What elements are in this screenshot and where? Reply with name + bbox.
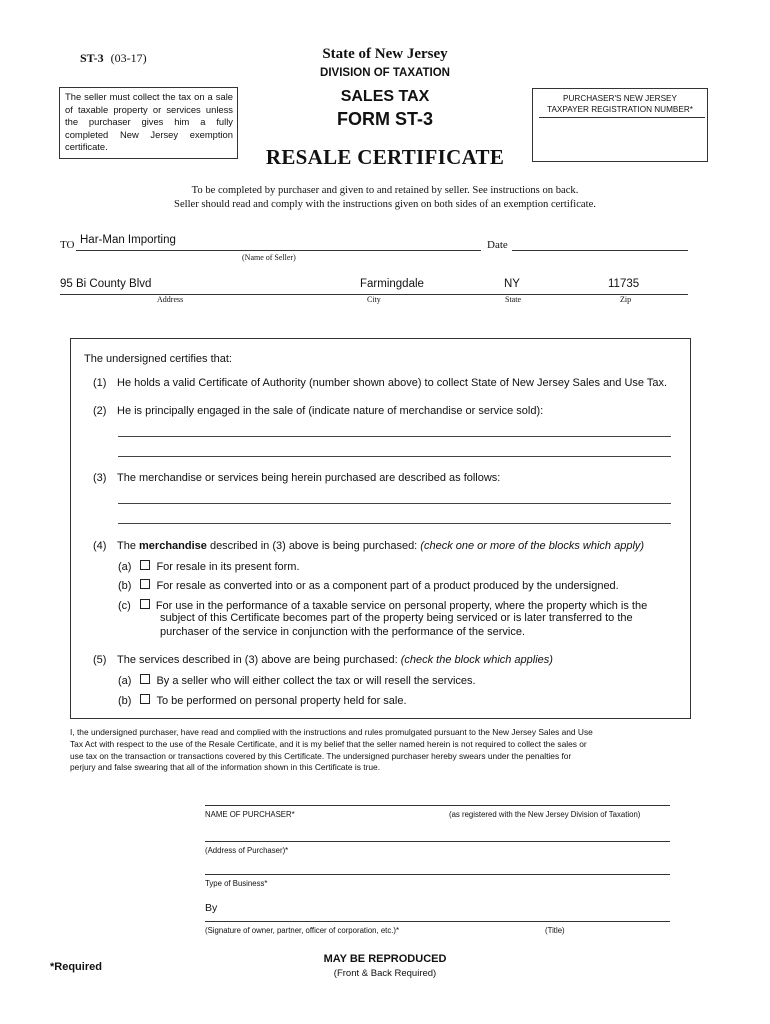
- by-label: By: [205, 902, 218, 914]
- front-back-note: (Front & Back Required): [333, 968, 437, 979]
- item4c-text-line2: subject of this Certificate becomes part of the property being serviced or is later transferred to the: [160, 612, 633, 624]
- item2-answer-line-2[interactable]: [118, 456, 671, 457]
- item5b-text: To be performed on personal property held for sale.: [156, 695, 407, 707]
- item5b-letter: (b): [118, 695, 132, 707]
- item1-text: He holds a valid Certificate of Authority (number shown above) to collect State of New Jersey Sales and Use Tax.: [117, 377, 668, 389]
- item4a-text: For resale in its present form.: [156, 561, 300, 573]
- cert-item-3: [93, 472, 500, 484]
- item4c-text-line1: For use in the performance of a taxable service on personal property, where the property which is the: [155, 600, 648, 612]
- instructions: [0, 184, 770, 212]
- item3-number: (3): [93, 472, 107, 484]
- item4a-checkbox[interactable]: [140, 560, 150, 570]
- form-date: (03-17): [110, 51, 147, 65]
- seller-name-value[interactable]: Har-Man Importing: [80, 234, 176, 246]
- item4a-row: [118, 560, 300, 573]
- page-title: RESALE CERTIFICATE: [265, 145, 505, 169]
- declaration: [70, 727, 702, 774]
- city-caption: City: [367, 295, 381, 304]
- item5a-letter: (a): [118, 675, 132, 687]
- cert-item-1: [93, 377, 667, 389]
- cert-item-5: [93, 654, 553, 666]
- seller-notice-box: [59, 87, 238, 159]
- item4b-checkbox[interactable]: [140, 579, 150, 589]
- declaration-line4: perjury and false swearing that all of the information shown in this Certificate is true.: [70, 762, 381, 773]
- seller-address-value[interactable]: 95 Bi County Blvd: [60, 278, 152, 290]
- seller-zip-value[interactable]: 11735: [608, 278, 640, 290]
- purchaser-address-caption: (Address of Purchaser)*: [205, 846, 289, 855]
- instructions-line1: To be completed by purchaser and given to and retained by seller. See instructions on back.: [191, 185, 579, 196]
- purchaser-name-field[interactable]: [205, 805, 670, 806]
- registration-underline: [539, 117, 705, 118]
- item4c-letter: (c): [118, 600, 131, 612]
- declaration-line1: I, the undersigned purchaser, have read and complied with the instructions and rules promulgated pursuant to the New Jersey Sales and Use: [70, 727, 593, 737]
- instructions-line2: Seller should read and comply with the instructions given on both sides of an exemption certificate.: [174, 199, 596, 210]
- item2-text: He is principally engaged in the sale of (indicate nature of merchandise or service sold):: [117, 405, 544, 417]
- item4-number: (4): [93, 540, 107, 552]
- to-label: TO: [60, 239, 75, 251]
- registration-label-line1: PURCHASER'S NEW JERSEY: [563, 94, 677, 103]
- registration-label-line2: TAXPAYER REGISTRATION NUMBER*: [547, 105, 693, 114]
- business-type-caption: Type of Business*: [205, 879, 268, 888]
- item3-text: The merchandise or services being herein purchased are described as follows:: [117, 472, 501, 484]
- item4-text-post: described in (3) above is being purchased:: [206, 540, 421, 552]
- item5-number: (5): [93, 654, 107, 666]
- seller-city-value[interactable]: Farmingdale: [360, 278, 424, 290]
- item2-answer-line-1[interactable]: [118, 436, 671, 437]
- state-caption: State: [505, 295, 521, 304]
- item4-text-bold: merchandise: [139, 540, 207, 552]
- signature-field[interactable]: [205, 921, 670, 922]
- declaration-line2: Tax Act with respect to the use of the Resale Certificate, and it is my belief that the seller named herein is not required to collect the sales or: [70, 738, 587, 749]
- purchaser-name-note: (as registered with the New Jersey Division of Taxation): [449, 810, 641, 819]
- item5b-row: [118, 694, 407, 707]
- purchaser-address-field[interactable]: [205, 841, 670, 842]
- item2-number: (2): [93, 405, 107, 417]
- item5b-checkbox[interactable]: [140, 694, 150, 704]
- item4b-letter: (b): [118, 580, 132, 592]
- seller-name-caption: (Name of Seller): [242, 253, 296, 262]
- seller-state-value[interactable]: NY: [504, 278, 520, 290]
- item4-text-pre: The: [117, 540, 140, 552]
- signature-caption: (Signature of owner, partner, officer of corporation, etc.)*: [205, 926, 400, 935]
- business-type-field[interactable]: [205, 874, 670, 875]
- item5a-checkbox[interactable]: [140, 674, 150, 684]
- item4c-text-line3: purchaser of the service in conjunction with the performance of the service.: [160, 626, 526, 638]
- sales-tax-title: SALES TAX: [340, 88, 430, 105]
- form-name: FORM ST-3: [336, 109, 433, 129]
- required-note: *Required: [50, 961, 102, 973]
- item1-number: (1): [93, 377, 107, 389]
- item5a-row: [118, 674, 476, 687]
- item4-text-italic: (check one or more of the blocks which apply): [420, 540, 645, 552]
- item5-text-italic: (check the block which applies): [400, 654, 553, 666]
- seller-name-line: [76, 250, 481, 251]
- item4b-row: [118, 579, 619, 592]
- cert-intro: The undersigned certifies that:: [84, 353, 232, 365]
- registration-number-box[interactable]: [532, 88, 708, 162]
- date-field[interactable]: [512, 250, 688, 251]
- item5-text-pre: The services described in (3) above are being purchased:: [117, 654, 401, 666]
- title-caption: (Title): [545, 926, 565, 935]
- division-title: DIVISION OF TAXATION: [320, 67, 450, 79]
- purchaser-name-caption: NAME OF PURCHASER*: [205, 810, 295, 819]
- seller-notice-text: The seller must collect the tax on a sale of taxable property or services unless the purchaser gives him a fully completed New Jersey exemption certificate.: [65, 91, 233, 153]
- address-caption: Address: [157, 295, 184, 304]
- item4b-text: For resale as converted into or as a component part of a product produced by the undersigned.: [156, 580, 619, 592]
- item5a-text: By a seller who will either collect the tax or will resell the services.: [156, 675, 476, 687]
- cert-item-2: [93, 405, 543, 417]
- zip-caption: Zip: [620, 295, 632, 304]
- item3-answer-line-1[interactable]: [118, 503, 671, 504]
- item3-answer-line-2[interactable]: [118, 523, 671, 524]
- state-title: State of New Jersey: [322, 46, 448, 62]
- item4a-letter: (a): [118, 561, 132, 573]
- may-be-reproduced: MAY BE REPRODUCED: [323, 953, 447, 965]
- form-code: ST-3: [80, 51, 104, 65]
- item4c-row: [118, 599, 647, 612]
- date-label: Date: [487, 239, 508, 251]
- item4c-checkbox[interactable]: [140, 599, 150, 609]
- cert-item-4: [93, 540, 644, 552]
- declaration-line3: use tax on the transaction or transactions covered by this Certificate. The undersigned purchaser hereby swears under the penalties for: [70, 750, 572, 761]
- registration-label: [533, 93, 707, 115]
